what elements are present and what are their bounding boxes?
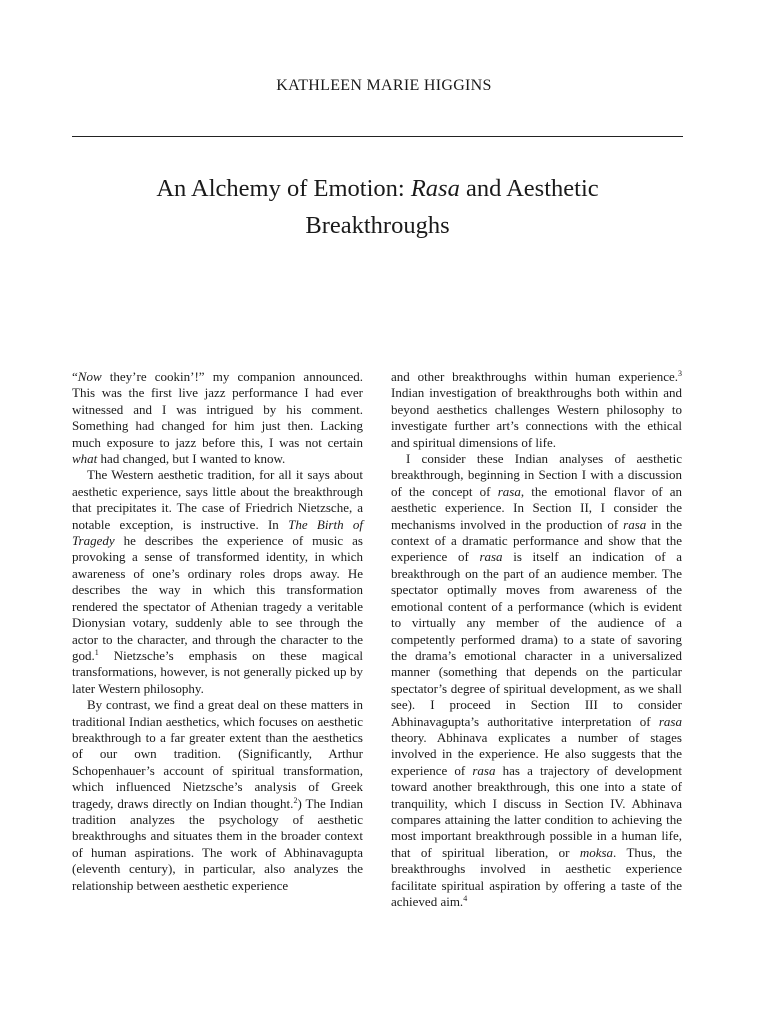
italic-rasa: rasa	[497, 483, 521, 499]
title-line2: Breakthroughs	[305, 212, 450, 239]
text-span: I consider these Indian analyses of aesthetic breakthrough, beginning in Section I with a discussion of the concept of	[391, 451, 682, 499]
left-column	[72, 369, 363, 894]
footnote-ref[interactable]: 4	[463, 894, 468, 903]
italic-moksa: moksa	[579, 844, 614, 860]
paragraph-2	[72, 467, 363, 697]
title-part3: and Aesthetic	[459, 175, 599, 202]
paragraph-1	[72, 369, 363, 467]
text-span: Indian investigation of breakthroughs both within and beyond aesthetics challenges Western philosophy to investigate further art’s connections with the ethical and spiritual dimensions of life.	[391, 385, 682, 450]
italic-rasa: rasa	[658, 713, 682, 729]
italic-what: what	[72, 451, 98, 467]
paragraph-3	[72, 697, 363, 894]
italic-rasa: rasa	[479, 549, 503, 565]
text-span: they’re cookin’!” my companion announced. This was the first live jazz performance I had ever witnessed and I was intrigued by his comment. Something had changed for him just then. Lacking much exposure to jazz before this, I was not certain	[72, 369, 363, 450]
title-part1: An Alchemy of Emotion:	[156, 175, 411, 202]
text-span: ) The Indian tradition analyzes the psychology of aesthetic breakthroughs and situates them in the broader context of human aspirations. The work of Abhinavagupta (eleventh century), in particular, also analyzes the relationship between aesthetic experience	[72, 795, 363, 893]
italic-now: Now	[77, 369, 102, 384]
author-name: KATHLEEN MARIE HIGGINS	[276, 77, 492, 94]
header-rule	[72, 136, 683, 137]
italic-rasa: rasa	[472, 762, 496, 778]
book-title: The Birth of Tragedy	[72, 516, 363, 549]
right-column	[391, 369, 682, 910]
paragraph-4	[391, 369, 682, 451]
text-span: in the context of a dramatic performance and show that the experience of	[391, 516, 683, 565]
footnote-ref[interactable]: 2	[293, 795, 298, 805]
text-span: The Western aesthetic tradition, for all it says about aesthetic experience, says little about the breakthrough that precipitates it. The case of Friedrich Nietzsche, a notable exception, is instructive. In	[72, 467, 363, 532]
text-span: and other breakthroughs within human experience.	[391, 369, 678, 384]
title-rasa: Rasa	[410, 175, 460, 202]
article-title	[72, 170, 683, 244]
text-span: . Thus, the breakthroughs involved in aesthetic experience facilitate spiritual aspiration by offering a taste of the achieved aim.	[391, 844, 682, 909]
text-span: is itself an indication of a breakthrough on the part of an audience member. The spectator optimally moves from awareness of the emotional content of a performance (which is evident to virtually any member of the audience of a competently performed drama) to a state of savoring the drama’s emotional character in a universalized manner (something that depends on the particular spectator’s degree of spiritual development, as we shall see). I proceed in Section III to consider Abhinavagupta’s authoritative interpretation of	[391, 549, 682, 729]
footnote-ref[interactable]: 3	[678, 369, 682, 378]
text-span: he describes the experience of music as provoking a sense of transformed identity, in which awareness of one’s ordinary roles drops away. He describes the way in which this transformation rendered the spectator of Athenian tragedy a veritable Dionysian votary, suddenly able to see through the actor to the character, and through the character to the god.	[72, 533, 363, 663]
text-span: , the emotional flavor of an aesthetic experience. In Section II, I consider the mechanisms involved in the production of	[391, 483, 682, 532]
text-span: has a trajectory of development toward another breakthrough, this one into a state of tranquility, which I discuss in Section IV. Abhinava compares attaining the latter condition to achieving the most important breakthrough possible in a human life, that of spiritual liberation, or	[391, 762, 682, 860]
open-quote: “	[72, 369, 78, 384]
text-span: theory. Abhinava explicates a number of stages involved in the experience. He also suggests that the experience of	[391, 729, 682, 778]
italic-rasa: rasa	[623, 516, 647, 532]
text-span: By contrast, we find a great deal on these matters in traditional Indian aesthetics, which focuses on aesthetic breakthrough to a far greater extent than the aesthetics of our own tradition. (Significantly, Arthur Schopenhauer’s account of spiritual transformation, which influenced Nietzsche’s analysis of Greek tragedy, draws directly on Indian thought.	[72, 697, 363, 811]
text-span: had changed, but I wanted to know.	[97, 451, 286, 467]
footnote-ref[interactable]: 1	[94, 647, 99, 657]
paragraph-5	[391, 451, 682, 910]
text-span: Nietzsche’s emphasis on these magical transformations, however, is not generally picked up by later Western philosophy.	[72, 647, 363, 696]
